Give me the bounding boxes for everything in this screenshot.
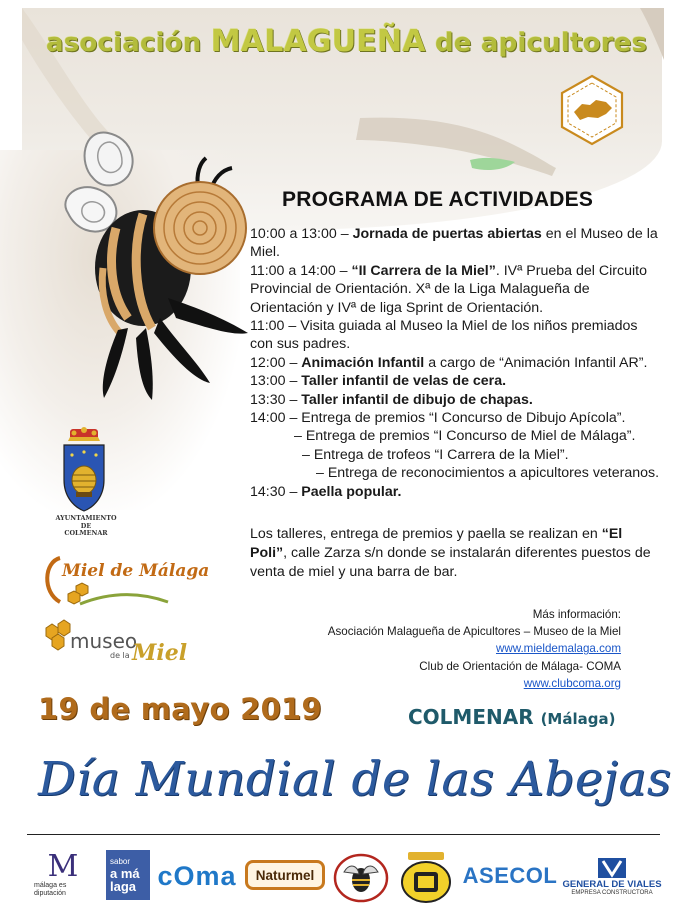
sponsor-bee-emblem bbox=[332, 852, 390, 904]
program-list bbox=[250, 225, 658, 501]
info-org2: Club de Orientación de Málaga- COMA bbox=[419, 659, 621, 673]
coat-of-arms-logo bbox=[54, 425, 114, 515]
info-heading: Más información: bbox=[532, 608, 621, 621]
sponsor-diputacion: M málaga es diputación bbox=[34, 849, 79, 897]
sponsor-asecol: ASECOL bbox=[462, 863, 558, 888]
museo-word: museo bbox=[70, 629, 138, 653]
museo-miel: Miel bbox=[132, 640, 188, 666]
museo-de-la: de la bbox=[110, 651, 130, 660]
program-item: con sus padres. bbox=[250, 336, 351, 353]
divider bbox=[27, 834, 660, 835]
day-title: Día Mundial de las Abejas bbox=[38, 752, 672, 807]
closing-paragraph: Los talleres, entrega de premios y paella se realizan en “El Poli”, calle Zarza s/n donde se instalarán diferentes puestos de venta de miel y una barra de bar. bbox=[250, 526, 651, 580]
event-place bbox=[408, 705, 615, 729]
program-item: – Entrega de reconocimientos a apicultores veteranos. bbox=[316, 465, 660, 482]
program-item: 13:30 – Taller infantil de dibujo de chapas. bbox=[250, 391, 533, 408]
sponsor-naturmel: Naturmel bbox=[245, 860, 325, 890]
program-item: – Entrega de trofeos “I Carrera de la Miel”. bbox=[302, 446, 569, 463]
sponsor-honey-jar-logo bbox=[398, 850, 454, 904]
sponsors-row bbox=[0, 846, 685, 906]
viales-shield-icon bbox=[597, 857, 627, 879]
program-item: – Entrega de premios “I Concurso de Miel de Málaga”. bbox=[294, 428, 636, 445]
program-item: 12:00 – Animación Infantil a cargo de “Animación Infantil AR”. bbox=[250, 354, 648, 371]
event-town: COLMENAR bbox=[408, 705, 534, 729]
program-item: 13:00 – Taller infantil de velas de cera. bbox=[250, 373, 507, 390]
program-item: 10:00 a 13:00 – Jornada de puertas abiertas en el Museo de la bbox=[250, 226, 658, 242]
program-title: PROGRAMA DE ACTIVIDADES bbox=[282, 188, 594, 211]
miel-de-malaga-logo bbox=[40, 552, 210, 612]
program-item: 14:30 – Paella popular. bbox=[250, 483, 402, 500]
program-item: Miel. bbox=[250, 244, 280, 261]
museo-de-la-miel-logo bbox=[40, 614, 188, 670]
association-title bbox=[46, 24, 646, 59]
more-info bbox=[300, 606, 621, 692]
program-item: 11:00 a 14:00 – “II Carrera de la Miel”. IVª Prueba del Circuito bbox=[250, 262, 647, 279]
sponsor-sabor-a-malaga: sabor a má laga bbox=[106, 850, 150, 900]
event-date: 19 de mayo 2019 bbox=[38, 692, 323, 726]
event-province: (Málaga) bbox=[540, 710, 616, 728]
info-org1: Asociación Malagueña de Apicultores – Museo de la Miel bbox=[327, 625, 621, 639]
program-item: Provincial de Orientación. Xª de la Liga Malagueña de bbox=[250, 281, 590, 298]
venue-name: “El Poli” bbox=[250, 526, 623, 561]
assoc-suffix: de apicultores bbox=[435, 28, 648, 58]
program-item: 11:00 – Visita guiada al Museo la Miel de los niños premiados bbox=[250, 318, 638, 335]
sponsor-general-de-viales: GENERAL DE VIALES EMPRESA CONSTRUCTORA bbox=[566, 852, 658, 902]
sponsor-coma: cOma bbox=[157, 860, 237, 891]
link-mieldemalaga[interactable]: www.mieldemalaga.com bbox=[495, 642, 621, 656]
program-item: 14:00 – Entrega de premios “I Concurso de Dibujo Apícola”. bbox=[250, 410, 626, 427]
miel-de-malaga-text: Miel de Málaga bbox=[62, 561, 210, 581]
ayuntamiento-caption: AYUNTAMIENTO DE COLMENAR bbox=[55, 514, 117, 537]
honeycomb-map-logo bbox=[556, 74, 628, 146]
assoc-name: MALAGUEÑA bbox=[210, 24, 426, 59]
program-item: Orientación y IVª de liga Sprint de Orientación. bbox=[250, 299, 544, 316]
link-clubcoma[interactable]: www.clubcoma.org bbox=[523, 676, 621, 690]
assoc-prefix: asociación bbox=[46, 28, 202, 58]
bee-illustration bbox=[48, 118, 258, 428]
